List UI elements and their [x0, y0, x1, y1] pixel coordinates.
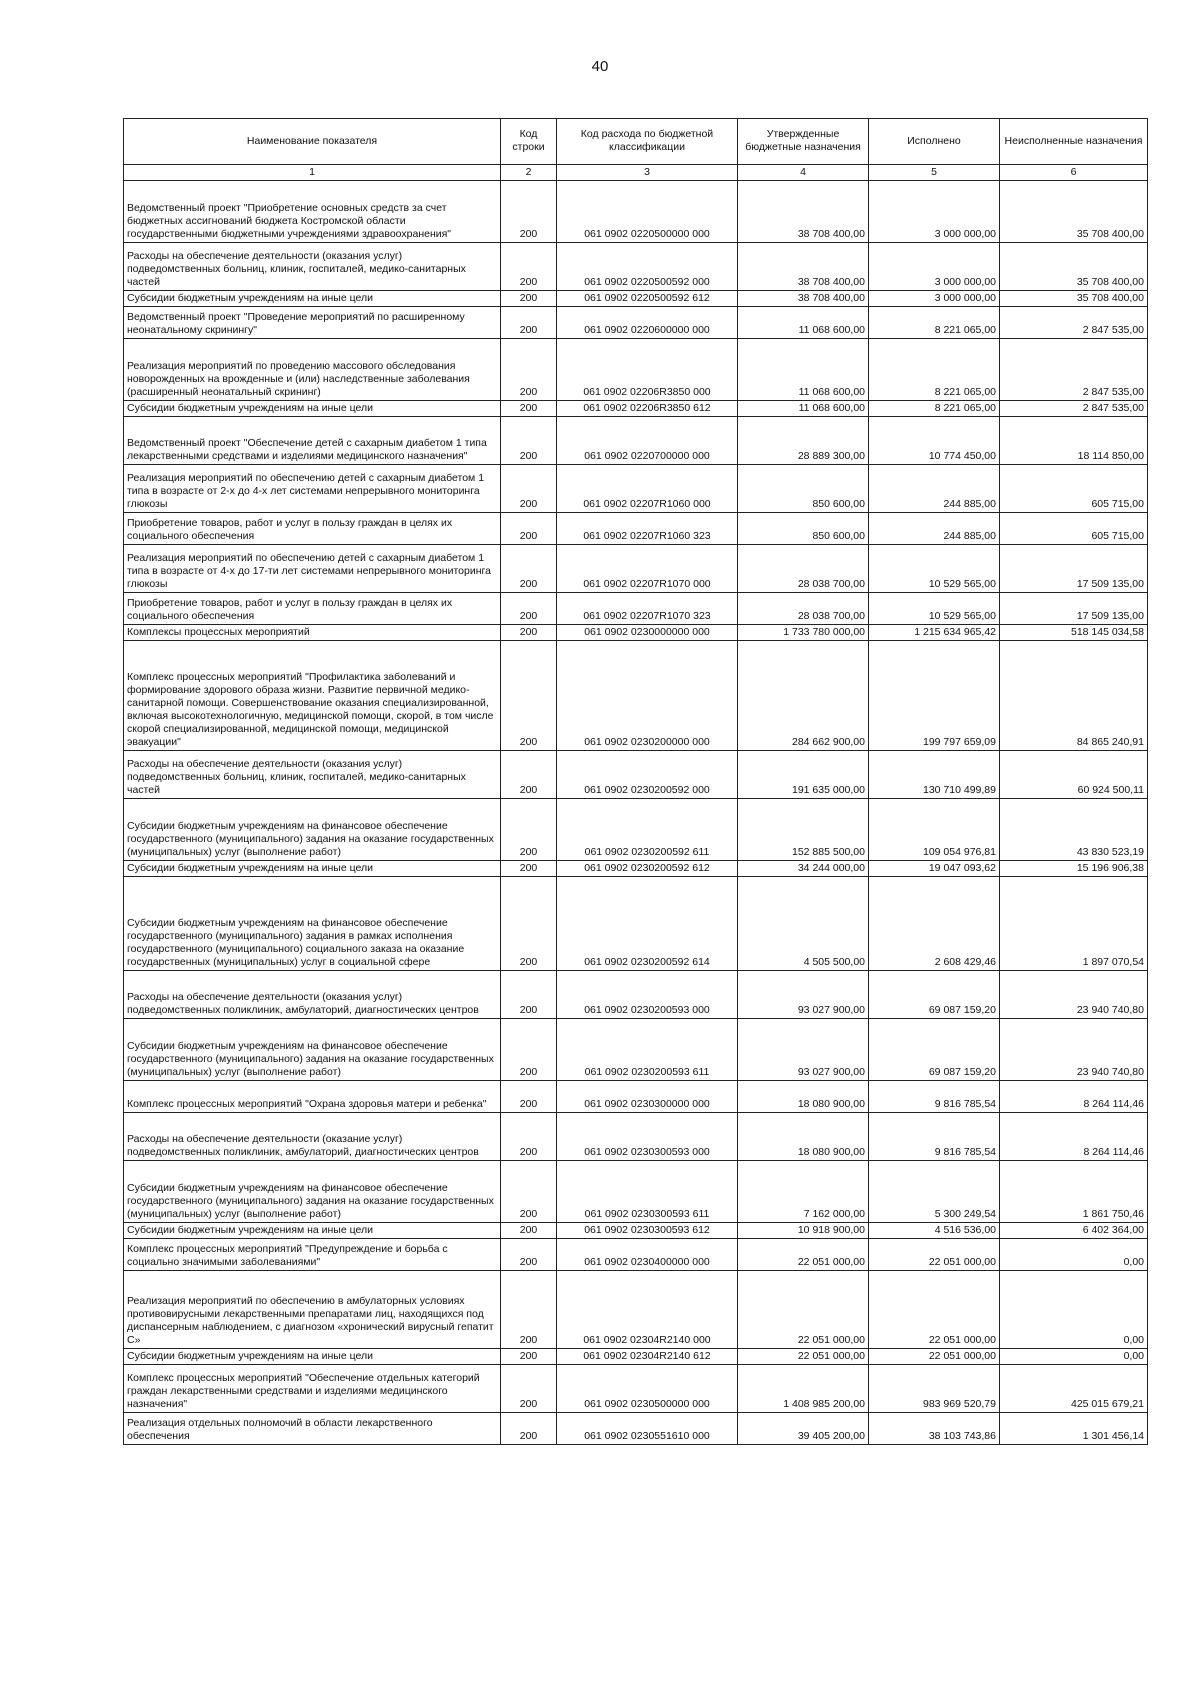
row-approved-amount: 22 051 000,00 [738, 1349, 869, 1365]
row-executed-amount: 130 710 499,89 [869, 751, 1000, 799]
row-approved-amount: 38 708 400,00 [738, 243, 869, 291]
row-name: Расходы на обеспечение деятельности (оказания услуг) подведомственных больниц, клиник, госпиталей, медико-санитарных частей [124, 751, 501, 799]
row-line-code: 200 [501, 181, 557, 243]
row-line-code: 200 [501, 641, 557, 751]
row-executed-amount: 69 087 159,20 [869, 1019, 1000, 1081]
row-line-code: 200 [501, 1113, 557, 1161]
row-approved-amount: 850 600,00 [738, 513, 869, 545]
row-name: Ведомственный проект "Обеспечение детей с сахарным диабетом 1 типа лекарственными средствами и изделиями медицинского назначения" [124, 417, 501, 465]
row-unexecuted-amount: 1 897 070,54 [1000, 877, 1148, 971]
row-executed-amount: 3 000 000,00 [869, 243, 1000, 291]
table-row [124, 1365, 1148, 1413]
row-unexecuted-amount: 0,00 [1000, 1271, 1148, 1349]
row-line-code: 200 [501, 1239, 557, 1271]
row-name: Комплексы процессных мероприятий [124, 625, 501, 641]
row-unexecuted-amount: 518 145 034,58 [1000, 625, 1148, 641]
row-line-code: 200 [501, 307, 557, 339]
row-line-code: 200 [501, 1081, 557, 1113]
row-budget-code: 061 0902 0220500000 000 [557, 181, 738, 243]
row-line-code: 200 [501, 877, 557, 971]
row-executed-amount: 10 774 450,00 [869, 417, 1000, 465]
row-name: Расходы на обеспечение деятельности (оказания услуг) подведомственных больниц, клиник, госпиталей, медико-санитарных частей [124, 243, 501, 291]
row-approved-amount: 93 027 900,00 [738, 1019, 869, 1081]
table-row [124, 1019, 1148, 1081]
header-indicator-name: Наименование показателя [124, 119, 501, 165]
table-header-row [124, 119, 1148, 165]
table-row [124, 243, 1148, 291]
row-executed-amount: 244 885,00 [869, 465, 1000, 513]
row-name: Субсидии бюджетным учреждениям на финансовое обеспечение государственного (муниципального) задания в рамках исполнения государственного (муниципального) социального заказа на оказание государственных (муниципальных) услуг в социальной сфере [124, 877, 501, 971]
row-name: Субсидии бюджетным учреждениям на финансовое обеспечение государственного (муниципального) задания на оказание государственных (муниципальных) услуг (выполнение работ) [124, 1161, 501, 1223]
table-row [124, 339, 1148, 401]
row-executed-amount: 69 087 159,20 [869, 971, 1000, 1019]
table-row [124, 307, 1148, 339]
table-row [124, 1161, 1148, 1223]
row-name: Ведомственный проект "Проведение мероприятий по расширенному неонатальному скринингу" [124, 307, 501, 339]
row-executed-amount: 109 054 976,81 [869, 799, 1000, 861]
row-line-code: 200 [501, 1271, 557, 1349]
row-unexecuted-amount: 1 861 750,46 [1000, 1161, 1148, 1223]
column-number: 6 [1000, 165, 1148, 181]
row-line-code: 200 [501, 751, 557, 799]
table-row [124, 1223, 1148, 1239]
row-name: Расходы на обеспечение деятельности (оказание услуг) подведомственных поликлиник, амбулаторий, диагностических центров [124, 1113, 501, 1161]
row-unexecuted-amount: 18 114 850,00 [1000, 417, 1148, 465]
row-budget-code: 061 0902 0230300593 000 [557, 1113, 738, 1161]
table-row [124, 1413, 1148, 1445]
row-line-code: 200 [501, 971, 557, 1019]
row-line-code: 200 [501, 1019, 557, 1081]
table-row [124, 593, 1148, 625]
column-number-row [124, 165, 1148, 181]
row-approved-amount: 850 600,00 [738, 465, 869, 513]
row-budget-code: 061 0902 02304R2140 000 [557, 1271, 738, 1349]
row-line-code: 200 [501, 593, 557, 625]
row-budget-code: 061 0902 02206R3850 612 [557, 401, 738, 417]
row-line-code: 200 [501, 1349, 557, 1365]
header-approved: Утвержденные бюджетные назначения [738, 119, 869, 165]
row-unexecuted-amount: 8 264 114,46 [1000, 1081, 1148, 1113]
row-executed-amount: 9 816 785,54 [869, 1081, 1000, 1113]
row-budget-code: 061 0902 02207R1060 323 [557, 513, 738, 545]
column-number: 3 [557, 165, 738, 181]
row-executed-amount: 8 221 065,00 [869, 339, 1000, 401]
row-name: Реализация мероприятий по проведению массового обследования новорожденных на врожденные и (или) наследственные заболевания (расширенный неонатальный скрининг) [124, 339, 501, 401]
row-executed-amount: 19 047 093,62 [869, 861, 1000, 877]
row-budget-code: 061 0902 0230551610 000 [557, 1413, 738, 1445]
row-approved-amount: 11 068 600,00 [738, 401, 869, 417]
row-budget-code: 061 0902 0230200593 000 [557, 971, 738, 1019]
row-executed-amount: 22 051 000,00 [869, 1271, 1000, 1349]
row-budget-code: 061 0902 0230200593 611 [557, 1019, 738, 1081]
row-line-code: 200 [501, 513, 557, 545]
row-budget-code: 061 0902 0230200592 611 [557, 799, 738, 861]
row-budget-code: 061 0902 0220700000 000 [557, 417, 738, 465]
row-executed-amount: 2 608 429,46 [869, 877, 1000, 971]
row-executed-amount: 38 103 743,86 [869, 1413, 1000, 1445]
row-approved-amount: 18 080 900,00 [738, 1081, 869, 1113]
page-number: 40 [591, 58, 609, 75]
row-name: Расходы на обеспечение деятельности (оказания услуг) подведомственных поликлиник, амбулаторий, диагностических центров [124, 971, 501, 1019]
column-number: 1 [124, 165, 501, 181]
row-line-code: 200 [501, 1161, 557, 1223]
row-line-code: 200 [501, 625, 557, 641]
table-row [124, 861, 1148, 877]
row-budget-code: 061 0902 02207R1060 000 [557, 465, 738, 513]
row-executed-amount: 3 000 000,00 [869, 291, 1000, 307]
row-budget-code: 061 0902 0230500000 000 [557, 1365, 738, 1413]
row-approved-amount: 38 708 400,00 [738, 291, 869, 307]
table-row [124, 799, 1148, 861]
row-unexecuted-amount: 84 865 240,91 [1000, 641, 1148, 751]
budget-execution-table [123, 118, 1148, 1445]
row-name: Реализация отдельных полномочий в области лекарственного обеспечения [124, 1413, 501, 1445]
row-unexecuted-amount: 8 264 114,46 [1000, 1113, 1148, 1161]
row-executed-amount: 8 221 065,00 [869, 401, 1000, 417]
row-unexecuted-amount: 2 847 535,00 [1000, 307, 1148, 339]
row-name: Реализация мероприятий по обеспечению детей с сахарным диабетом 1 типа в возрасте от 4-х до 17-ти лет системами непрерывного мониторинга глюкозы [124, 545, 501, 593]
row-executed-amount: 244 885,00 [869, 513, 1000, 545]
row-line-code: 200 [501, 243, 557, 291]
row-line-code: 200 [501, 1365, 557, 1413]
row-budget-code: 061 0902 0230300593 611 [557, 1161, 738, 1223]
row-approved-amount: 1 733 780 000,00 [738, 625, 869, 641]
row-unexecuted-amount: 605 715,00 [1000, 513, 1148, 545]
table-row [124, 181, 1148, 243]
row-unexecuted-amount: 17 509 135,00 [1000, 545, 1148, 593]
table-row [124, 1239, 1148, 1271]
row-executed-amount: 22 051 000,00 [869, 1349, 1000, 1365]
row-budget-code: 061 0902 02207R1070 323 [557, 593, 738, 625]
row-unexecuted-amount: 15 196 906,38 [1000, 861, 1148, 877]
row-approved-amount: 38 708 400,00 [738, 181, 869, 243]
row-approved-amount: 28 038 700,00 [738, 593, 869, 625]
header-line-code: Код строки [501, 119, 557, 165]
row-line-code: 200 [501, 291, 557, 307]
row-budget-code: 061 0902 0220600000 000 [557, 307, 738, 339]
table-row [124, 971, 1148, 1019]
row-unexecuted-amount: 43 830 523,19 [1000, 799, 1148, 861]
header-unexecuted: Неисполненные назначения [1000, 119, 1148, 165]
row-name: Приобретение товаров, работ и услуг в пользу граждан в целях их социального обеспечения [124, 593, 501, 625]
row-executed-amount: 10 529 565,00 [869, 593, 1000, 625]
row-budget-code: 061 0902 0230000000 000 [557, 625, 738, 641]
row-unexecuted-amount: 425 015 679,21 [1000, 1365, 1148, 1413]
row-executed-amount: 8 221 065,00 [869, 307, 1000, 339]
row-unexecuted-amount: 1 301 456,14 [1000, 1413, 1148, 1445]
table-row [124, 1113, 1148, 1161]
row-budget-code: 061 0902 02304R2140 612 [557, 1349, 738, 1365]
table-row [124, 751, 1148, 799]
header-executed: Исполнено [869, 119, 1000, 165]
row-name: Субсидии бюджетным учреждениям на иные цели [124, 861, 501, 877]
row-approved-amount: 28 889 300,00 [738, 417, 869, 465]
row-executed-amount: 10 529 565,00 [869, 545, 1000, 593]
row-budget-code: 061 0902 0230300000 000 [557, 1081, 738, 1113]
row-budget-code: 061 0902 0230200592 000 [557, 751, 738, 799]
row-line-code: 200 [501, 545, 557, 593]
row-name: Субсидии бюджетным учреждениям на иные цели [124, 1223, 501, 1239]
row-line-code: 200 [501, 799, 557, 861]
row-approved-amount: 28 038 700,00 [738, 545, 869, 593]
row-executed-amount: 9 816 785,54 [869, 1113, 1000, 1161]
row-unexecuted-amount: 2 847 535,00 [1000, 339, 1148, 401]
header-budget-code: Код расхода по бюджетной классификации [557, 119, 738, 165]
row-unexecuted-amount: 60 924 500,11 [1000, 751, 1148, 799]
table-row [124, 1349, 1148, 1365]
table-row [124, 625, 1148, 641]
table-row [124, 401, 1148, 417]
row-name: Реализация мероприятий по обеспечению в амбулаторных условиях противовирусными лекарственными препаратами лиц, находящихся под диспансерным наблюдением, с диагнозом «хронический вирусный гепатит С» [124, 1271, 501, 1349]
row-approved-amount: 22 051 000,00 [738, 1271, 869, 1349]
row-budget-code: 061 0902 0230200000 000 [557, 641, 738, 751]
row-name: Приобретение товаров, работ и услуг в пользу граждан в целях их социального обеспечения [124, 513, 501, 545]
row-unexecuted-amount: 0,00 [1000, 1239, 1148, 1271]
row-unexecuted-amount: 605 715,00 [1000, 465, 1148, 513]
row-unexecuted-amount: 35 708 400,00 [1000, 291, 1148, 307]
table-body [124, 181, 1148, 1445]
row-name: Комплекс процессных мероприятий "Охрана здоровья матери и ребенка" [124, 1081, 501, 1113]
row-executed-amount: 983 969 520,79 [869, 1365, 1000, 1413]
row-approved-amount: 11 068 600,00 [738, 307, 869, 339]
table-row [124, 291, 1148, 307]
row-approved-amount: 93 027 900,00 [738, 971, 869, 1019]
row-approved-amount: 39 405 200,00 [738, 1413, 869, 1445]
table-row [124, 1271, 1148, 1349]
row-name: Комплекс процессных мероприятий "Обеспечение отдельных категорий граждан лекарственными средствами и изделиями медицинского назначения" [124, 1365, 501, 1413]
row-unexecuted-amount: 35 708 400,00 [1000, 181, 1148, 243]
row-approved-amount: 4 505 500,00 [738, 877, 869, 971]
row-approved-amount: 152 885 500,00 [738, 799, 869, 861]
row-name: Ведомственный проект "Приобретение основных средств за счет бюджетных ассигнований бюджета Костромской области государственными бюджетными учреждениями здравоохранения" [124, 181, 501, 243]
row-approved-amount: 1 408 985 200,00 [738, 1365, 869, 1413]
row-executed-amount: 1 215 634 965,42 [869, 625, 1000, 641]
row-budget-code: 061 0902 02207R1070 000 [557, 545, 738, 593]
row-line-code: 200 [501, 1413, 557, 1445]
row-name: Комплекс процессных мероприятий "Предупреждение и борьба с социально значимыми заболеваниями" [124, 1239, 501, 1271]
row-name: Реализация мероприятий по обеспечению детей с сахарным диабетом 1 типа в возрасте от 2-х до 4-х лет системами непрерывного мониторинга глюкозы [124, 465, 501, 513]
row-approved-amount: 18 080 900,00 [738, 1113, 869, 1161]
column-number: 2 [501, 165, 557, 181]
row-unexecuted-amount: 0,00 [1000, 1349, 1148, 1365]
row-unexecuted-amount: 17 509 135,00 [1000, 593, 1148, 625]
row-name: Субсидии бюджетным учреждениям на иные цели [124, 1349, 501, 1365]
row-line-code: 200 [501, 401, 557, 417]
row-approved-amount: 34 244 000,00 [738, 861, 869, 877]
row-budget-code: 061 0902 02206R3850 000 [557, 339, 738, 401]
table-row [124, 877, 1148, 971]
row-unexecuted-amount: 2 847 535,00 [1000, 401, 1148, 417]
row-approved-amount: 10 918 900,00 [738, 1223, 869, 1239]
column-number: 5 [869, 165, 1000, 181]
row-line-code: 200 [501, 465, 557, 513]
row-executed-amount: 5 300 249,54 [869, 1161, 1000, 1223]
row-line-code: 200 [501, 417, 557, 465]
row-line-code: 200 [501, 339, 557, 401]
row-name: Комплекс процессных мероприятий "Профилактика заболеваний и формирование здорового образа жизни. Развитие первичной медико-санитарной помощи. Совершенствование оказания специализированной, включая высокотехнологичную, медицинской помощи, скорой, в том числе скорой специализированной, медицинской помощи, медицинской эвакуации" [124, 641, 501, 751]
table-row [124, 513, 1148, 545]
row-unexecuted-amount: 23 940 740,80 [1000, 1019, 1148, 1081]
table-row [124, 417, 1148, 465]
row-executed-amount: 22 051 000,00 [869, 1239, 1000, 1271]
row-budget-code: 061 0902 0230300593 612 [557, 1223, 738, 1239]
row-approved-amount: 191 635 000,00 [738, 751, 869, 799]
table-row [124, 1081, 1148, 1113]
row-unexecuted-amount: 35 708 400,00 [1000, 243, 1148, 291]
row-name: Субсидии бюджетным учреждениям на иные цели [124, 291, 501, 307]
row-name: Субсидии бюджетным учреждениям на финансовое обеспечение государственного (муниципального) задания на оказание государственных (муниципальных) услуг (выполнение работ) [124, 799, 501, 861]
row-name: Субсидии бюджетным учреждениям на финансовое обеспечение государственного (муниципального) задания на оказание государственных (муниципальных) услуг (выполнение работ) [124, 1019, 501, 1081]
row-unexecuted-amount: 6 402 364,00 [1000, 1223, 1148, 1239]
row-line-code: 200 [501, 1223, 557, 1239]
row-unexecuted-amount: 23 940 740,80 [1000, 971, 1148, 1019]
table-row [124, 641, 1148, 751]
row-budget-code: 061 0902 0230400000 000 [557, 1239, 738, 1271]
row-approved-amount: 284 662 900,00 [738, 641, 869, 751]
row-budget-code: 061 0902 0230200592 614 [557, 877, 738, 971]
table-row [124, 465, 1148, 513]
row-executed-amount: 199 797 659,09 [869, 641, 1000, 751]
row-executed-amount: 3 000 000,00 [869, 181, 1000, 243]
table-row [124, 545, 1148, 593]
column-number: 4 [738, 165, 869, 181]
row-approved-amount: 22 051 000,00 [738, 1239, 869, 1271]
row-budget-code: 061 0902 0220500592 000 [557, 243, 738, 291]
row-budget-code: 061 0902 0220500592 612 [557, 291, 738, 307]
row-name: Субсидии бюджетным учреждениям на иные цели [124, 401, 501, 417]
row-approved-amount: 7 162 000,00 [738, 1161, 869, 1223]
row-approved-amount: 11 068 600,00 [738, 339, 869, 401]
row-budget-code: 061 0902 0230200592 612 [557, 861, 738, 877]
row-line-code: 200 [501, 861, 557, 877]
row-executed-amount: 4 516 536,00 [869, 1223, 1000, 1239]
